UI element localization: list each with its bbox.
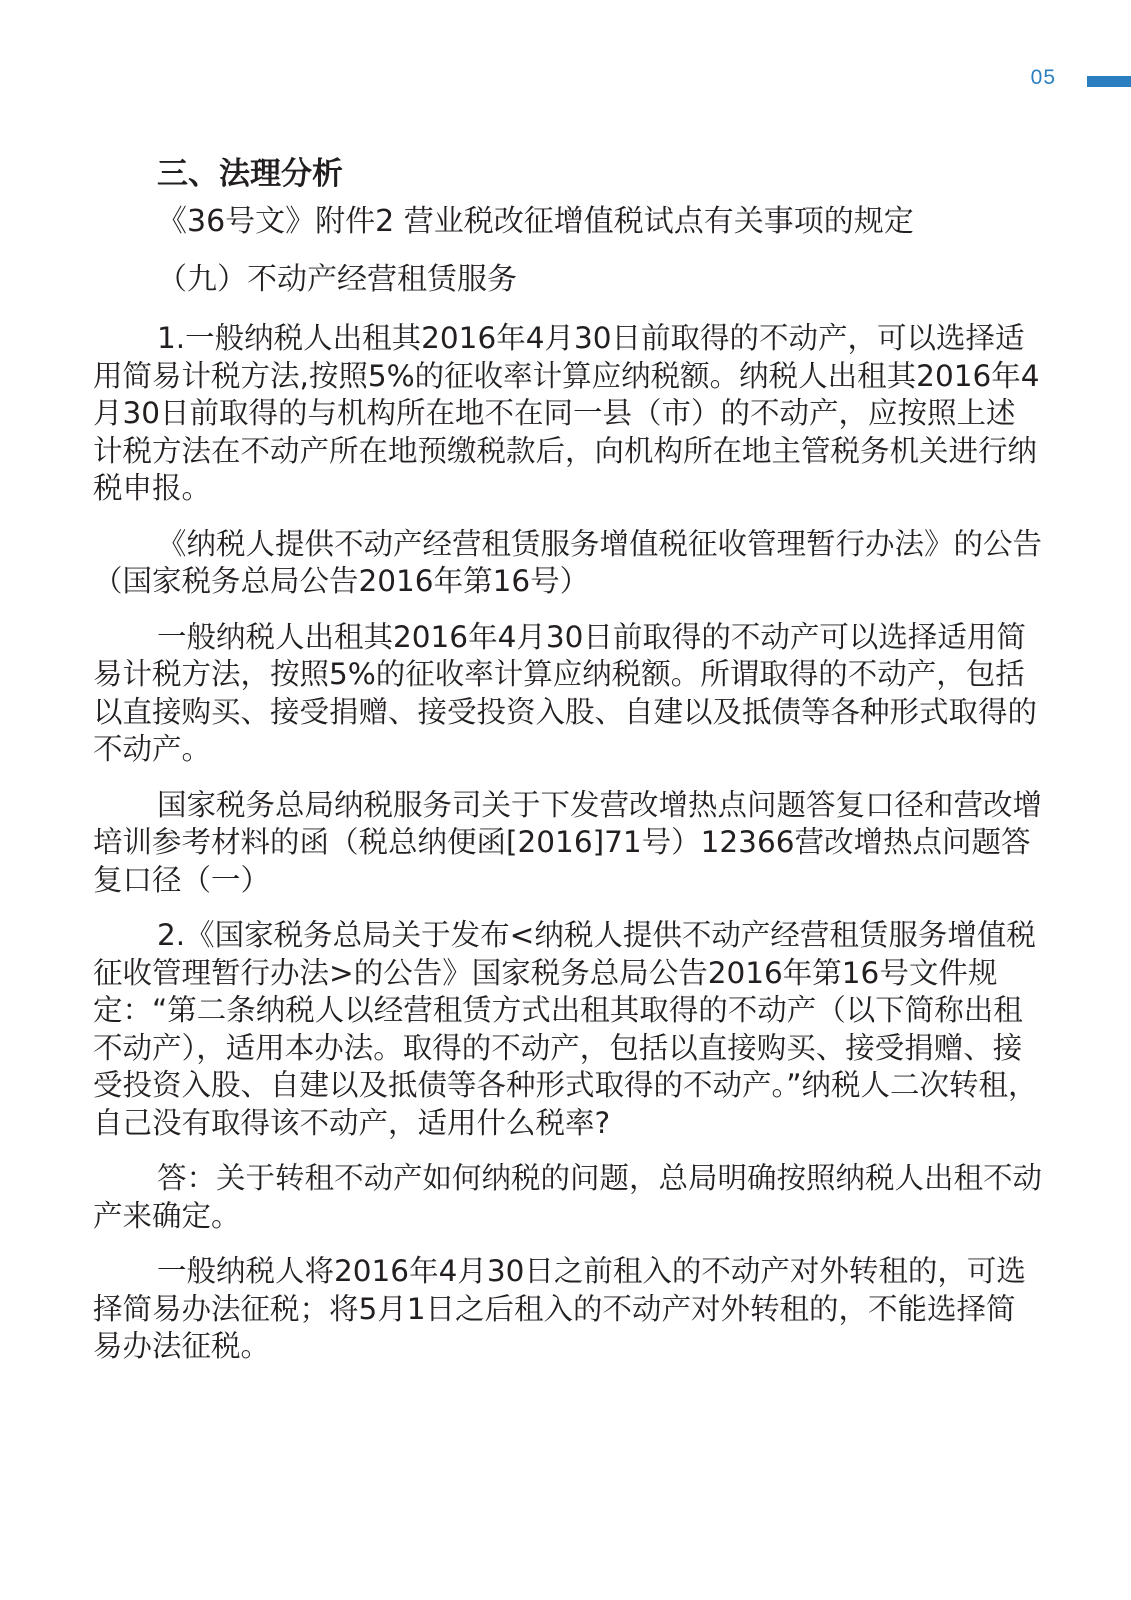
paragraph-3: 一般纳税人出租其2016年4月30日前取得的不动产可以选择适用简易计税方法，按照5%的征收率计算应纳税额。所谓取得的不动产，包括以直接购买、接受捐赠、接受投资入股、自建以及抵债等各种形式取得的不动产。 [93,619,1038,766]
paragraph-5: 2.《国家税务总局关于发布<纳税人提供不动产经营租赁服务增值税征收管理暂行办法>的公告》国家税务总局公告2016年第16号文件规定：“第二条纳税人以经营租赁方式出租其取得的不动产（以下简称出租不动产），适用本办法。取得的不动产，包括以直接购买、接受捐赠、接受投资入股、自建以及抵债等各种形式取得的不动产。”纳税人二次转租，自己没有取得该不动产，适用什么税率? [93,918,1038,1140]
paragraph-1: 1.一般纳税人出租其2016年4月30日前取得的不动产，可以选择适用简易计税方法,按照5%的征收率计算应纳税额。纳税人出租其2016年4月30日前取得的与机构所在地不在同一县（市）的不动产，应按照上述计税方法在不动产所在地预缴税款后，向机构所在地主管税务机关进行纳税申报。 [93,321,1040,505]
section-title: 三、法理分析 [157,156,343,192]
regulation-subsection: （九）不动产经营租赁服务 [157,262,517,297]
page-number-accent-bar [1087,76,1131,87]
paragraph-2: 《纳税人提供不动产经营租赁服务增值税征收管理暂行办法》的公告（国家税务总局公告2016年第16号） [93,526,1043,598]
document-body [93,150,1043,1366]
paragraph-4: 国家税务总局纳税服务司关于下发营改增热点问题答复口径和营改增培训参考材料的函（税总纳便函[2016]71号）12366营改增热点问题答复口径（一） [93,787,1043,897]
paragraph-7: 一般纳税人将2016年4月30日之前租入的不动产对外转租的，可选择简易办法征税；将5月1日之后租入的不动产对外转租的，不能选择简易办法征税。 [93,1254,1026,1363]
regulation-reference: 《36号文》附件2 营业税改征增值税试点有关事项的规定 [157,204,914,239]
page-number: 05 [1030,66,1056,89]
paragraph-6: 答：关于转租不动产如何纳税的问题，总局明确按照纳税人出租不动产来确定。 [93,1161,1043,1233]
